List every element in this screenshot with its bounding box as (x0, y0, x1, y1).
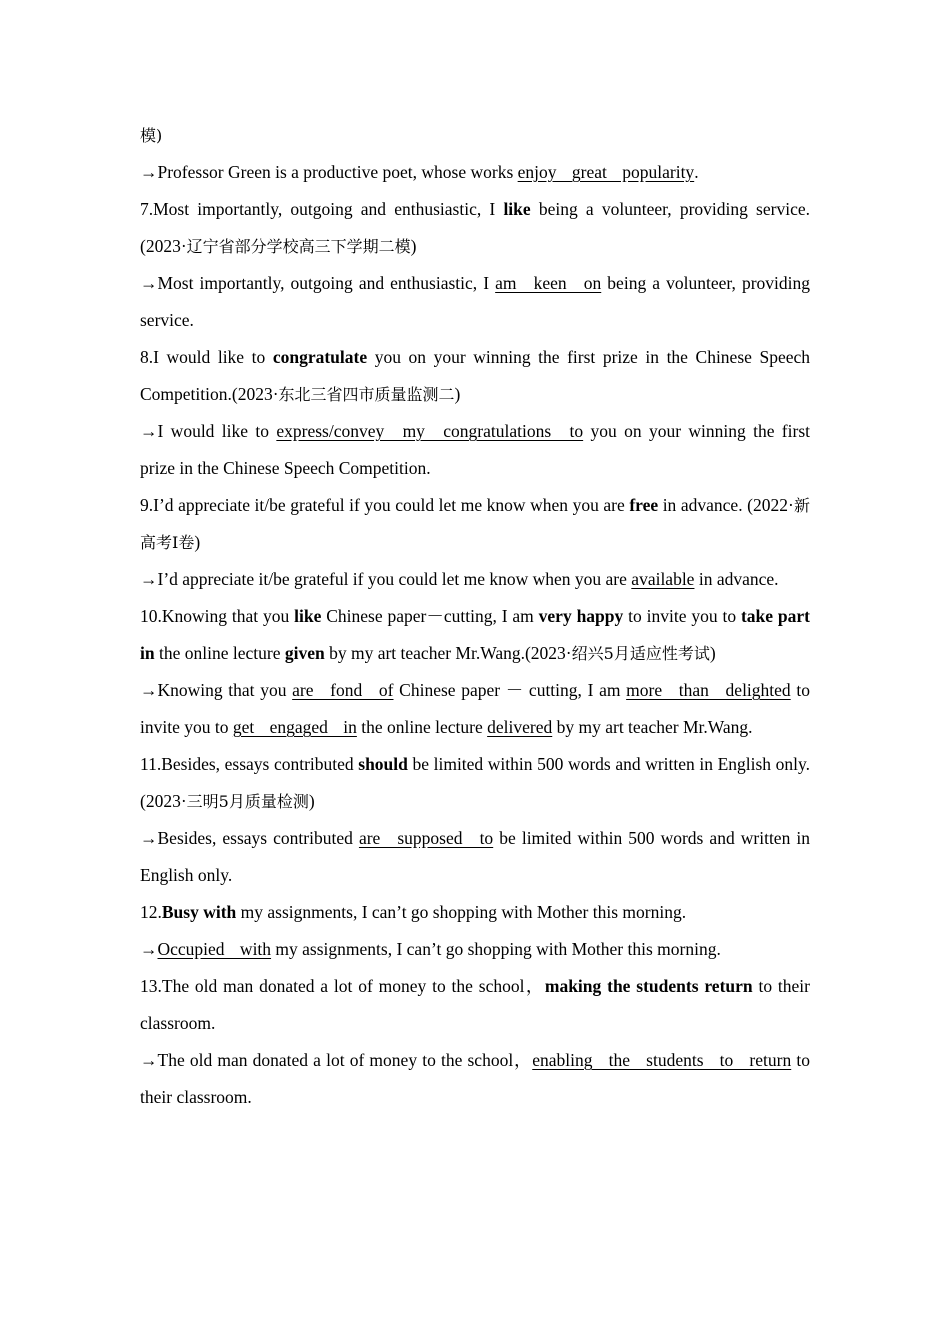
item-12: 12.Busy with my assignments, I can’t go shopping with Mother this morning. (140, 902, 687, 922)
item-11: 11.Besides, essays contributed should be limited within 500 words and written in English only.(2023·三明5月质量检测) (140, 754, 810, 811)
source-label: 新高考Ⅰ卷 (140, 496, 810, 552)
answer-10: →Knowing that you are fond of Chinese paper － cutting, I am more than delighted to invite you to get engaged in the online lecture delivered by my art teacher Mr.Wang. (140, 680, 810, 737)
source-label: 东北三省四市质量监测二 (278, 385, 455, 404)
source-label: 三明5月质量检测 (186, 792, 309, 811)
answer-blank: more than delighted (626, 680, 791, 700)
answer-blank: are supposed to (358, 828, 494, 848)
answer-12: →Occupied with my assignments, I can’t go shopping with Mother this morning. (140, 939, 721, 959)
answer-blank: enabling the students to return (532, 1050, 792, 1070)
item-9: 9.I’d appreciate it/be grateful if you could let me know when you are free in advance. (2022·新高考Ⅰ卷) (140, 495, 810, 552)
source-label: 辽宁省部分学校高三下学期二模 (186, 237, 411, 256)
answer-6: →Professor Green is a productive poet, whose works enjoy great popularity. (140, 162, 699, 182)
source-label: 绍兴5月适应性考试 (571, 644, 710, 663)
answer-blank: get engaged in (232, 717, 357, 737)
answer-7: →Most importantly, outgoing and enthusiastic, I am keen on being a volunteer, providing service. (140, 273, 810, 330)
answer-blank: available (631, 569, 695, 589)
source-tail: 模) (140, 126, 163, 145)
item-7: 7.Most importantly, outgoing and enthusiastic, I like being a volunteer, providing service.(2023·辽宁省部分学校高三下学期二模) (140, 199, 810, 256)
answer-blank: enjoy great popularity (517, 162, 695, 182)
answer-blank: are fond of (292, 680, 394, 700)
document-page (140, 117, 810, 1116)
item-13: 13.The old man donated a lot of money to the school，making the students return to their classroom. (140, 976, 810, 1033)
answer-blank: express/convey my congratulations to (276, 421, 584, 441)
item-8: 8.I would like to congratulate you on your winning the first prize in the Chinese Speech Competition.(2023·东北三省四市质量监测二) (140, 347, 810, 404)
answer-8: →I would like to express/convey my congratulations to you on your winning the first prize in the Chinese Speech Competition. (140, 421, 810, 478)
answer-11: →Besides, essays contributed are supposed to be limited within 500 words and written in English only. (140, 828, 811, 885)
answer-blank: delivered (487, 717, 553, 737)
answer-9: →I’d appreciate it/be grateful if you could let me know when you are available in advance. (140, 569, 779, 589)
item-10: 10.Knowing that you like Chinese paper－cutting, I am very happy to invite you to take part in the online lecture given by my art teacher Mr.Wang.(2023·绍兴5月适应性考试) (140, 606, 810, 663)
answer-blank: Occupied with (157, 939, 272, 959)
answer-blank: am keen on (495, 273, 602, 293)
answer-13: →The old man donated a lot of money to the school，enabling the students to return to their classroom. (140, 1050, 810, 1107)
